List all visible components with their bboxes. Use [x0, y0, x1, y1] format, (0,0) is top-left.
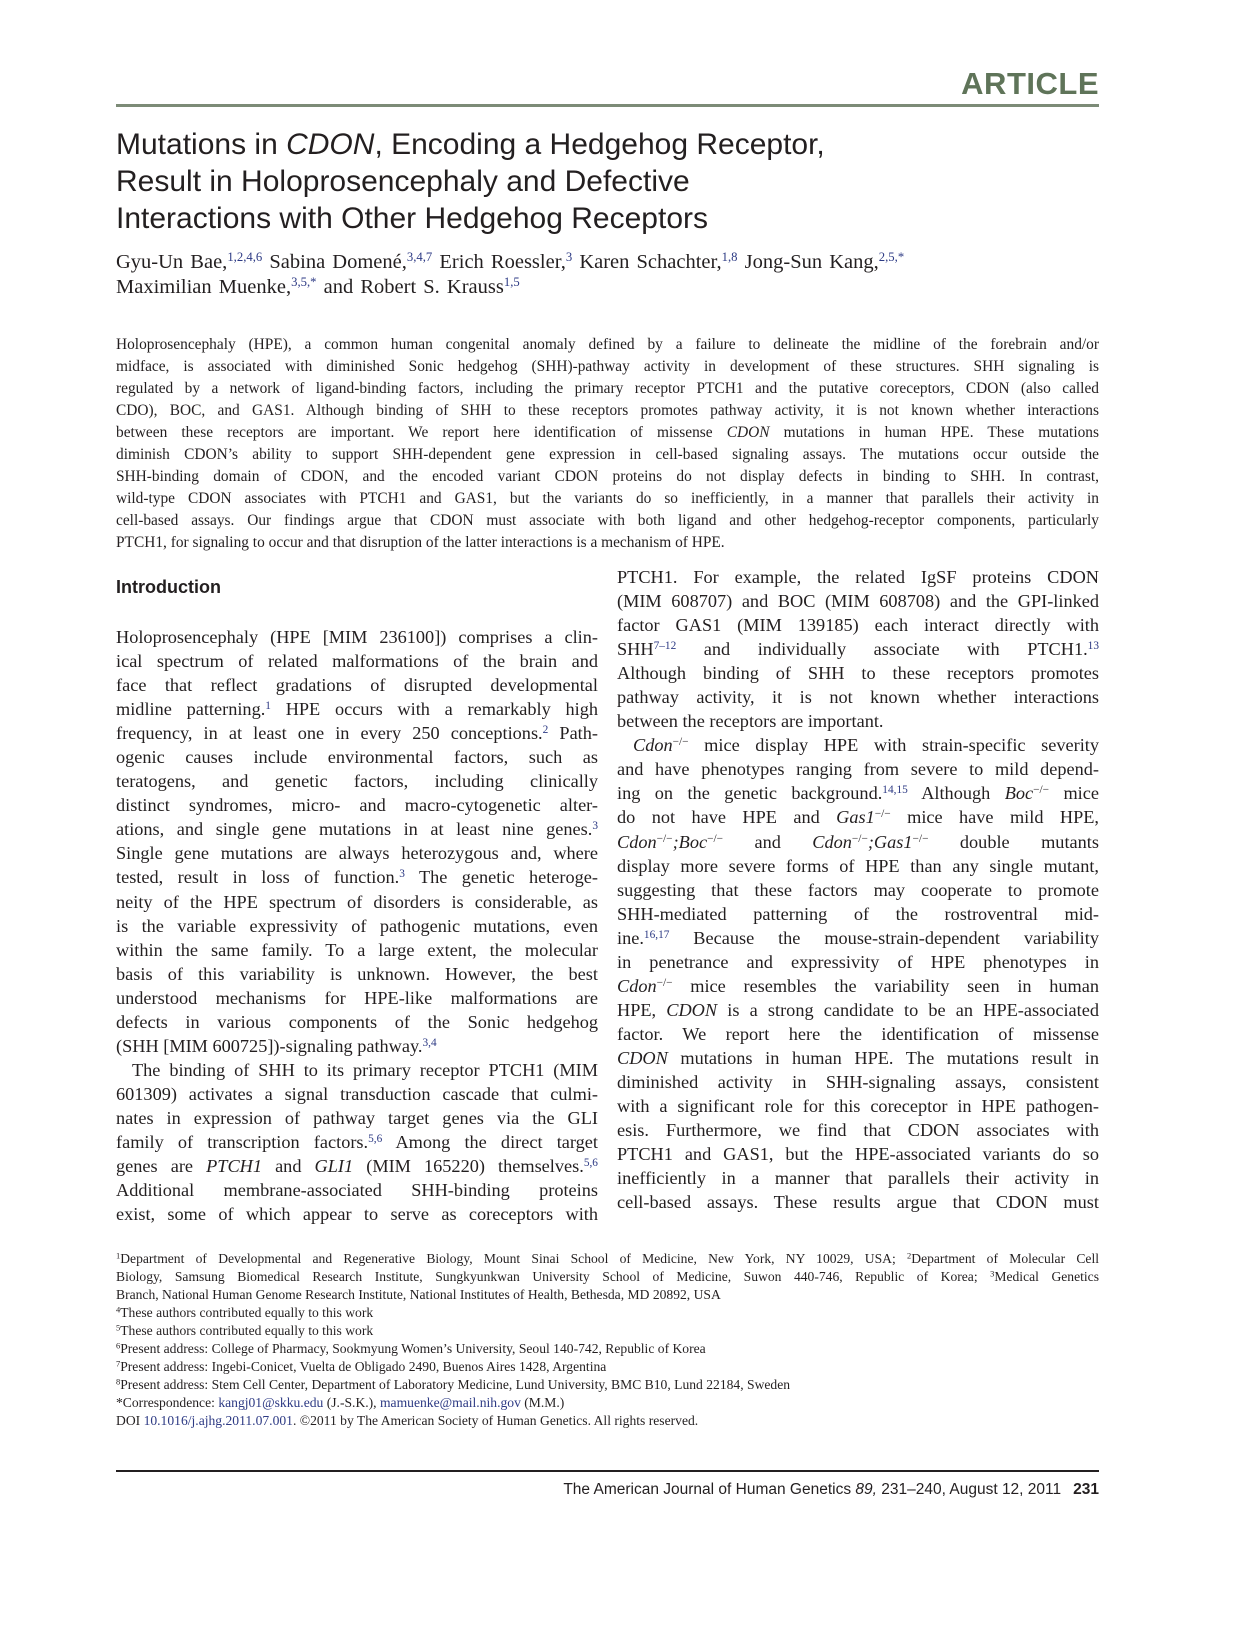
correspondence-line: *Correspondence: kangj01@skku.edu (J.-S.K.), mamuenke@mail.nih.gov (M.M.): [116, 1395, 565, 1410]
citation[interactable]: 1: [265, 699, 271, 712]
abstract-line: CDO), BOC, and GAS1. Although binding of SHH to these receptors promotes pathway activity, it is not known whether interactions: [116, 402, 1099, 419]
abstract-line: between these receptors are important. We report here identification of missense CDON mutations in human HPE. These mutations: [116, 424, 1099, 441]
body-line: ine.$^{16,17}$ Because the mouse-strain-dependent variability: [617, 927, 1099, 948]
body-line: factor. We report here the identification of missense: [617, 1023, 1099, 1044]
footnote-line: $^7$Present address: Ingebi-Conicet, Vuelta de Obligado 2490, Buenos Aires 1428, Argentina: [116, 1358, 607, 1374]
footer-rule: [116, 1470, 1099, 1472]
body-line: Holoprosencephaly (HPE [MIM 236100]) comprises a clin-: [116, 627, 598, 647]
body-line: family of transcription factors.$^{5,6}$ Among the direct target: [116, 1131, 598, 1152]
body-line: Cdon−/− mice resembles the variability seen in human: [617, 975, 1099, 996]
title-line-2: Result in Holoprosencephaly and Defective: [116, 165, 690, 198]
body-line: inefficiently in a manner that parallels their activity in: [617, 1168, 1099, 1189]
body-line: diminished activity in SHH-signaling assays, consistent: [617, 1071, 1099, 1092]
author-line-1: Gyu-Un Bae,$^{1,2,4,6}$ Sabina Domené,$^{3,4,7}$ Erich Roessler,$^3$ Karen Schachter,$^{1,8}$ Jong-Sun Kang,$^{2,5,*}$: [116, 250, 905, 273]
abstract-line: PTCH1, for signaling to occur and that disruption of the latter interactions is a mechanism of HPE.: [116, 534, 725, 551]
body-line: do not have HPE and Gas1−/− mice have mild HPE,: [617, 807, 1099, 828]
page-number: 231: [1073, 1481, 1099, 1498]
citation[interactable]: 7–12: [653, 639, 677, 652]
body-line: with a significant role for this coreceptor in HPE pathogen-: [617, 1096, 1099, 1117]
body-line: Additional membrane-associated SHH-binding proteins: [116, 1180, 598, 1201]
title-line-3: Interactions with Other Hedgehog Receptors: [116, 202, 708, 235]
body-line: esis. Furthermore, we find that CDON associates with: [617, 1120, 1099, 1141]
abstract-line: wild-type CDON associates with PTCH1 and GAS1, but the variants do so inefficiently, in a manner that parallels their activity in: [116, 490, 1099, 507]
body-line: basis of this variability is unknown. However, the best: [116, 963, 598, 984]
footnote-line: $^8$Present address: Stem Cell Center, Department of Laboratory Medicine, Lund University, BMC B10, Lund 22184, Sweden: [116, 1376, 791, 1392]
email-link-kang[interactable]: kangj01@skku.edu: [218, 1395, 324, 1410]
footnote-line: Branch, National Human Genome Research Institute, National Institutes of Health, Bethesda, MD 20892, USA: [116, 1287, 721, 1302]
citation[interactable]: 5,6: [368, 1132, 383, 1145]
article-title: [116, 126, 1099, 237]
body-line: nates in expression of pathway target genes via the GLI: [116, 1107, 598, 1128]
body-line: PTCH1 and GAS1, but the HPE-associated variants do so: [617, 1144, 1099, 1165]
body-line: cell-based assays. These results argue that CDON must: [617, 1192, 1099, 1213]
body-line: (MIM 608707) and BOC (MIM 608708) and the GPI-linked: [617, 591, 1099, 612]
email-link-muenke[interactable]: mamuenke@mail.nih.gov: [379, 1395, 521, 1410]
body-line: ogenic causes include environmental factors, such as: [116, 747, 598, 768]
body-line: is the variable expressivity of pathogenic mutations, even: [116, 915, 598, 936]
citation[interactable]: 13: [1087, 639, 1099, 652]
abstract-line: regulated by a network of ligand-binding factors, including the primary receptor PTCH1 and the putative coreceptors, CDON (also called: [116, 380, 1099, 397]
body-line: 601309) activates a signal transduction cascade that culmi-: [116, 1083, 598, 1104]
author-line-2: Maximilian Muenke,$^{3,5,*}$ and Robert S. Krauss$^{1,5}$: [116, 275, 520, 298]
body-line: Single gene mutations are always heterozygous and, where: [116, 843, 598, 864]
citation[interactable]: 14,15: [882, 784, 908, 797]
body-line: neity of the HPE spectrum of disorders is considerable, as: [116, 891, 598, 912]
abstract: [116, 334, 1099, 554]
body-line: tested, result in loss of function.$^3$ The genetic heteroge-: [116, 867, 598, 888]
body-line: pathway activity, it is not known whether interactions: [617, 687, 1099, 708]
footnote-line: $^6$Present address: College of Pharmacy, Sookmyung Women’s University, Seoul 140-742, Republic of Korea: [116, 1340, 706, 1356]
body-line: Cdon−/−;Boc−/− and Cdon−/−;Gas1−/− double mutants: [617, 831, 1099, 852]
citation[interactable]: 3: [592, 820, 598, 833]
doi-line: DOI 10.1016/j.ajhg.2011.07.001. ©2011 by The American Society of Human Genetics. All rights reserved.: [116, 1413, 699, 1428]
citation[interactable]: 5,6: [583, 1156, 598, 1169]
affiliation-footnotes: [116, 1250, 1099, 1430]
body-line: factor GAS1 (MIM 139185) each interact directly with: [617, 615, 1099, 636]
body-line: ing on the genetic background.$^{14,15}$ Although Boc−/− mice: [617, 783, 1099, 804]
abstract-line: midface, is associated with diminished Sonic hedgehog (SHH)-pathway activity in development of these structures. SHH signaling is: [116, 358, 1099, 375]
body-line: between the receptors are important.: [617, 711, 884, 732]
body-line: ations, and single gene mutations in at least nine genes.$^3$: [116, 819, 598, 840]
body-line: defects in various components of the Sonic hedgehog: [116, 1011, 598, 1032]
body-line: genes are PTCH1 and GLI1 (MIM 165220) themselves.$^{5,6}$: [116, 1156, 598, 1177]
body-line: SHH$^{7-12}$ and individually associate with PTCH1.13: [617, 639, 1099, 660]
journal-footer: The American Journal of Human Genetics 89, 231–240, August 12, 2011 231: [563, 1481, 1099, 1498]
author-list: [116, 250, 1099, 300]
citation[interactable]: 3: [399, 868, 405, 881]
citation[interactable]: 16,17: [643, 928, 670, 941]
body-line: CDON mutations in human HPE. The mutations result in: [617, 1047, 1099, 1068]
body-line: PTCH1. For example, the related IgSF proteins CDON: [617, 567, 1099, 587]
body-line: SHH-mediated patterning of the rostroventral mid-: [617, 903, 1099, 924]
left-column: [116, 625, 598, 1226]
section-heading-introduction: Introduction: [116, 577, 221, 597]
abstract-line: diminish CDON’s ability to support SHH-dependent gene expression in cell-based signaling assays. The mutations occur outside the: [116, 446, 1099, 463]
body-line: ical spectrum of related malformations of the brain and: [116, 651, 598, 672]
footnote-line: $^1$Department of Developmental and Regenerative Biology, Mount Sinai School of Medicine, New York, NY 10029, USA; $^2$Department of Molecular Cell: [116, 1250, 1100, 1266]
title-line-1: Mutations in CDON, Encoding a Hedgehog Receptor,: [116, 128, 825, 161]
body-line: The binding of SHH to its primary receptor PTCH1 (MIM: [132, 1059, 598, 1080]
body-line: exist, some of which appear to serve as coreceptors with: [116, 1204, 598, 1225]
abstract-line: cell-based assays. Our findings argue that CDON must associate with both ligand and other hedgehog-receptor components, particularly: [116, 512, 1099, 529]
article-type-label: ARTICLE: [961, 66, 1099, 101]
citation[interactable]: 2: [542, 723, 549, 736]
body-line: understood mechanisms for HPE-like malformations are: [116, 987, 598, 1008]
body-line: midline patterning.$^1$ HPE occurs with a remarkably high: [116, 699, 598, 720]
body-line: (SHH [MIM 600725])-signaling pathway.$^{3,4}$: [116, 1035, 437, 1056]
body-line: in penetrance and expressivity of HPE phenotypes in: [617, 951, 1099, 972]
body-line: suggesting that these factors may cooperate to promote: [617, 879, 1099, 900]
footnote-line: Biology, Samsung Biomedical Research Institute, Sungkyunkwan University School of Medicine, Suwon 440-746, Republic of Korea; $^3$Medical Genetics: [116, 1268, 1099, 1284]
right-column: [617, 565, 1099, 1214]
body-line: frequency, in at least one in every 250 conceptions.$^2$ Path-: [116, 723, 598, 744]
body-line: distinct syndromes, micro- and macro-cytogenetic alter-: [116, 795, 598, 816]
body-line: HPE, CDON is a strong candidate to be an HPE-associated: [617, 999, 1099, 1020]
body-line: within the same family. To a large extent, the molecular: [116, 939, 598, 960]
doi-link[interactable]: 10.1016/j.ajhg.2011.07.001: [143, 1413, 293, 1428]
abstract-line: Holoprosencephaly (HPE), a common human congenital anomaly defined by a failure to delineate the midline of the forebrain and/or: [116, 336, 1099, 353]
body-line: teratogens, and genetic factors, including clinically: [116, 771, 598, 792]
body-line: display more severe forms of HPE than any single mutant,: [617, 855, 1099, 876]
abstract-line: SHH-binding domain of CDON, and the encoded variant CDON proteins do not display defects in binding to SHH. In contrast,: [116, 468, 1099, 485]
body-line: and have phenotypes ranging from severe to mild depend-: [617, 759, 1099, 780]
body-line: Although binding of SHH to these receptors promotes: [617, 663, 1099, 684]
citation[interactable]: 3,4: [422, 1036, 437, 1049]
footnote-line: $^4$These authors contributed equally to this work: [116, 1304, 374, 1320]
body-line: face that reflect gradations of disrupted developmental: [116, 675, 598, 696]
footnote-line: $^5$These authors contributed equally to this work: [116, 1322, 374, 1338]
body-line: Cdon−/− mice display HPE with strain-specific severity: [633, 735, 1099, 756]
header-rule: [116, 104, 1099, 107]
